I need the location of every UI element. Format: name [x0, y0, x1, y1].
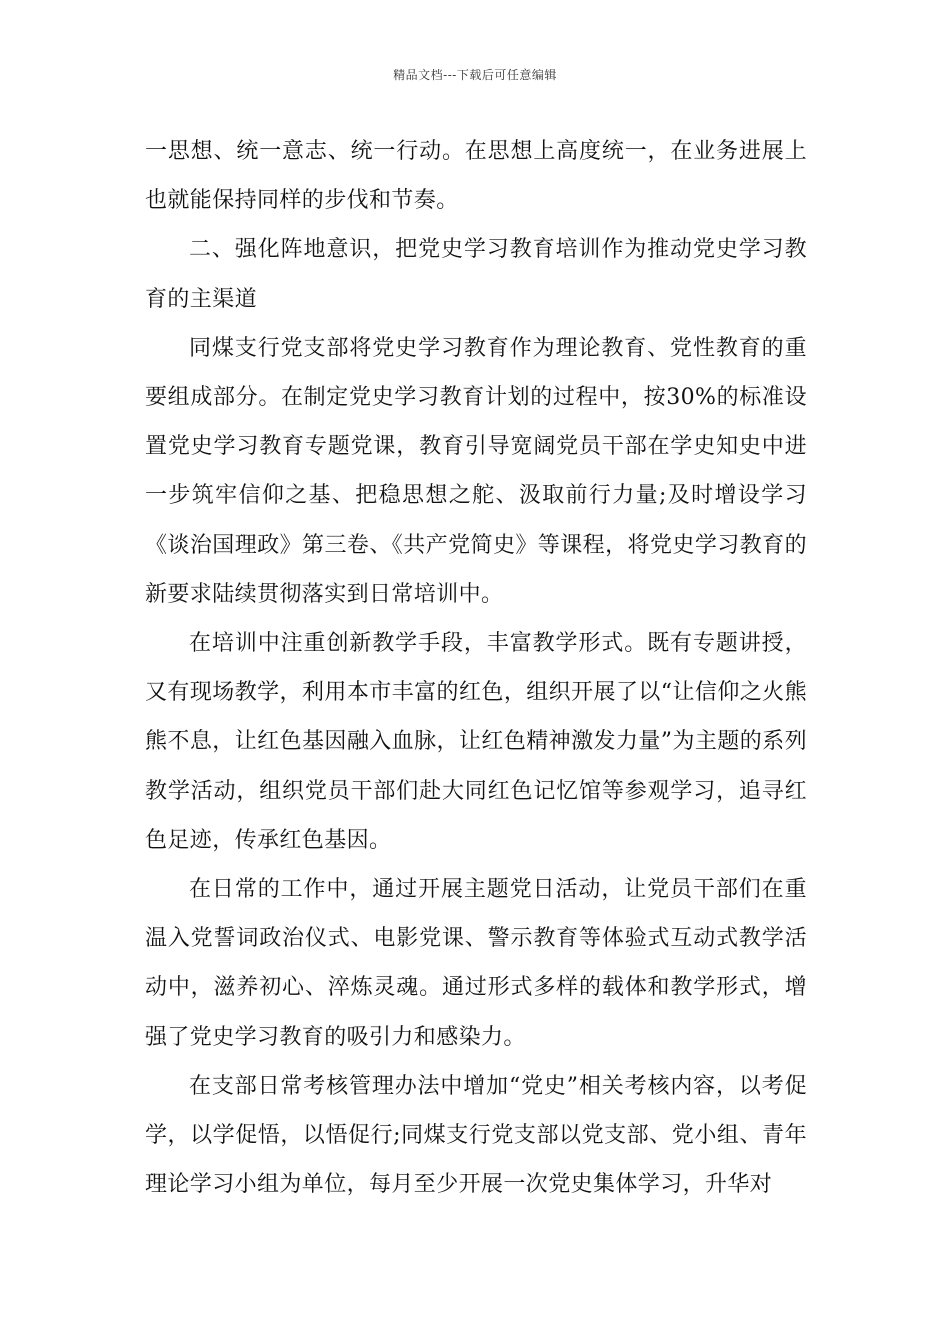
document-body [145, 127, 807, 1209]
paragraph-continuation: 一思想、统一意志、统一行动。在思想上高度统一，在业务进展上也就能保持同样的步伐和节奏。 [145, 139, 807, 214]
paragraph: 在支部日常考核管理办法中增加“党史”相关考核内容，以考促学，以学促悟，以悟促行;同煤支行党支部以党支部、党小组、青年理论学习小组为单位，每月至少开展一次党史集体学习，升华对 [145, 1073, 807, 1198]
paragraph: 在培训中注重创新教学手段，丰富教学形式。既有专题讲授，又有现场教学，利用本市丰富的红色，组织开展了以“让信仰之火熊熊不息，让红色基因融入血脉，让红色精神激发力量”为主题的系列教学活动，组织党员干部们赴大同红色记忆馆等参观学习，追寻红色足迹，传承红色基因。 [145, 631, 807, 853]
section-heading: 二、强化阵地意识，把党史学习教育培训作为推动党史学习教育的主渠道 [145, 237, 807, 312]
page-header: 精品文档---下载后可任意编辑 [393, 68, 557, 82]
paragraph: 同煤支行党支部将党史学习教育作为理论教育、党性教育的重要组成部分。在制定党史学习教育计划的过程中，按30%的标准设置党史学习教育专题党课，教育引导宽阔党员干部在学史知史中进一步筑牢信仰之基、把稳思想之舵、汲取前行力量;及时增设学习《谈治国理政》第三卷、《共产党简史》等课程，将党史学习教育的新要求陆续贯彻落实到日常培训中。 [145, 335, 807, 607]
paragraph: 在日常的工作中，通过开展主题党日活动，让党员干部们在重温入党誓词政治仪式、电影党课、警示教育等体验式互动式教学活动中，滋养初心、淬炼灵魂。通过形式多样的载体和教学形式，增强了党史学习教育的吸引力和感染力。 [145, 877, 807, 1050]
